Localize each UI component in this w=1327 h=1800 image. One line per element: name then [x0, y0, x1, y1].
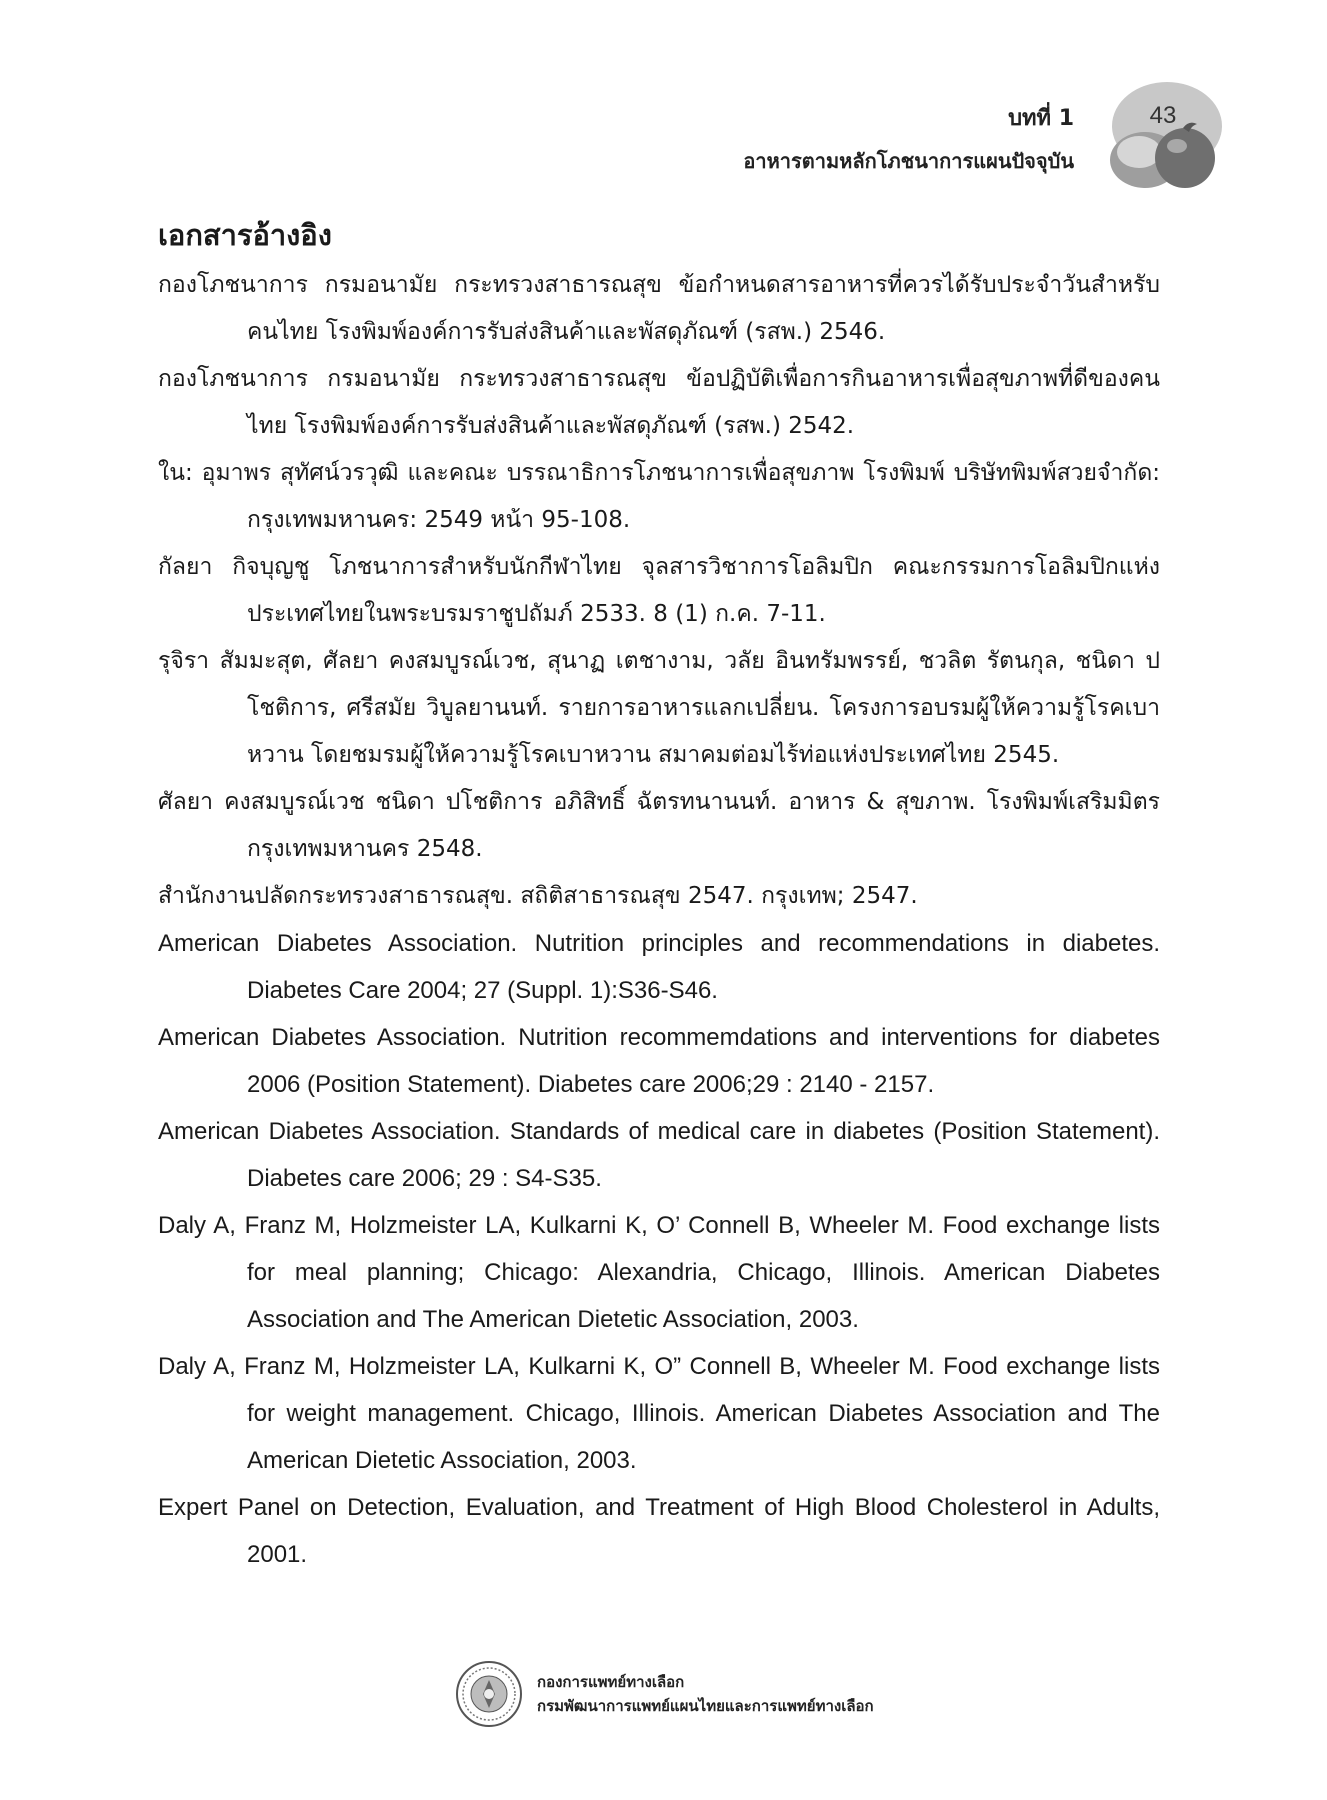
- footer-org-name: กองการแพทย์ทางเลือก: [537, 1673, 685, 1691]
- reference-item: กองโภชนาการ กรมอนามัย กระทรวงสาธารณสุข ข้อกำหนดสารอาหารที่ควรได้รับประจำวันสำหรับคนไทย โรงพิมพ์องค์การรับส่งสินค้าและพัสดุภัณฑ์ (รสพ.) 2546.: [158, 272, 1160, 345]
- page-footer: [455, 1660, 955, 1740]
- reference-item: Daly A, Franz M, Holzmeister LA, Kulkarni K, O” Connell B, Wheeler M. Food exchange lists for weight management. Chicago, Illinois. American Diabetes Association and The American Dietetic Association, 2003.: [158, 1353, 1160, 1474]
- chapter-label: บทที่ 1: [1008, 106, 1074, 131]
- reference-item: กองโภชนาการ กรมอนามัย กระทรวงสาธารณสุข ข้อปฏิบัติเพื่อการกินอาหารเพื่อสุขภาพที่ดีของคนไทย โรงพิมพ์องค์การรับส่งสินค้าและพัสดุภัณฑ์ (รสพ.) 2542.: [158, 366, 1160, 439]
- reference-item: American Diabetes Association. Standards of medical care in diabetes (Position Statement). Diabetes care 2006; 29 : S4-S35.: [158, 1118, 1160, 1192]
- reference-item: ใน: อุมาพร สุทัศน์วรวุฒิ และคณะ บรรณาธิการโภชนาการเพื่อสุขภาพ โรงพิมพ์ บริษัทพิมพ์สวยจำกัด: กรุงเทพมหานคร: 2549 หน้า 95-108.: [158, 460, 1160, 533]
- page-number: 43: [1149, 102, 1177, 129]
- reference-item: ศัลยา คงสมบูรณ์เวช ชนิดา ปโชติการ อภิสิทธิ์ ฉัตรทนานนท์. อาหาร & สุขภาพ. โรงพิมพ์เสริมมิตร กรุงเทพมหานคร 2548.: [158, 789, 1160, 862]
- chapter-title: อาหารตามหลักโภชนาการแผนปัจจุบัน: [743, 149, 1074, 173]
- reference-item: Expert Panel on Detection, Evaluation, and Treatment of High Blood Cholesterol in Adults, 2001.: [158, 1494, 1160, 1568]
- tomato-icon: [1085, 78, 1225, 193]
- reference-item: รุจิรา สัมมะสุต, ศัลยา คงสมบูรณ์เวช, สุนาฏ เตชางาม, วลัย อินทรัมพรรย์, ชวลิต รัตนกุล, ชนิดา ปโชติการ, ศรีสมัย วิบูลยานนท์. รายการอาหารแลกเปลี่ยน. โครงการอบรมผู้ให้ความรู้โรคเบาหวาน โดยชมรมผู้ให้ความรู้โรคเบาหวาน สมาคมต่อมไร้ท่อแห่งประเทศไทย 2545.: [158, 648, 1160, 768]
- section-title: เอกสารอ้างอิง: [158, 218, 332, 252]
- department-seal-icon: [455, 1660, 523, 1728]
- footer-department-name: กรมพัฒนาการแพทย์แผนไทยและการแพทย์ทางเลือก: [537, 1697, 874, 1715]
- reference-item: Daly A, Franz M, Holzmeister LA, Kulkarni K, O’ Connell B, Wheeler M. Food exchange lists for meal planning; Chicago: Alexandria, Chicago, Illinois. American Diabetes Association and The American Dietetic Association, 2003.: [158, 1212, 1160, 1333]
- reference-item: สำนักงานปลัดกระทรวงสาธารณสุข. สถิติสาธารณสุข 2547. กรุงเทพ; 2547.: [158, 883, 918, 909]
- reference-item: American Diabetes Association. Nutrition recommemdations and interventions for diabetes 2006 (Position Statement). Diabetes care 2006;29 : 2140 - 2157.: [158, 1024, 1160, 1098]
- page-header: [0, 0, 1327, 200]
- reference-item: กัลยา กิจบุญชู โภชนาการสำหรับนักกีฬาไทย จุลสารวิชาการโอลิมปิก คณะกรรมการโอลิมปิกแห่งประเทศไทยในพระบรมราชูปถัมภ์ 2533. 8 (1) ก.ค. 7-11.: [158, 554, 1160, 627]
- reference-list: [158, 262, 1160, 1578]
- reference-item: American Diabetes Association. Nutrition principles and recommendations in diabetes. Diabetes Care 2004; 27 (Suppl. 1):S36-S46.: [158, 930, 1160, 1004]
